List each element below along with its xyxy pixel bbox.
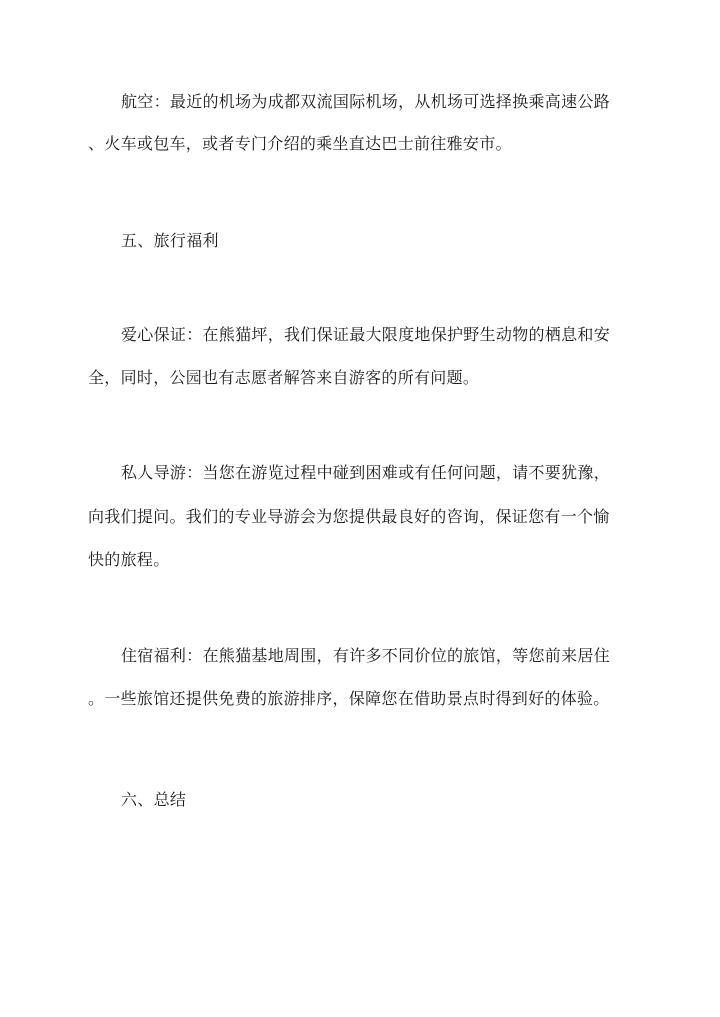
section-heading-travel-benefits: 五、旅行福利: [121, 231, 219, 250]
paragraph-air-line-2: 、火车或包车，或者专门介绍的乘坐直达巴士前往雅安市。: [88, 134, 512, 153]
paragraph-guide-line-3: 快的旅程。: [88, 550, 170, 569]
paragraph-care-line-1: 爱心保证：在熊猫坪，我们保证最大限度地保护野生动物的栖息和安: [121, 325, 611, 344]
paragraph-guide-line-2: 向我们提问。我们的专业导游会为您提供最良好的咨询，保证您有一个愉: [88, 507, 610, 526]
paragraph-air-line-1: 航空：最近的机场为成都双流国际机场，从机场可选择换乘高速公路: [121, 92, 611, 111]
paragraph-stay-line-1: 住宿福利：在熊猫基地周围，有许多不同价位的旅馆，等您前来居住: [121, 646, 611, 665]
paragraph-guide-line-1: 私人导游：当您在游览过程中碰到困难或有任何问题，请不要犹豫，: [121, 463, 611, 482]
section-heading-summary: 六、总结: [121, 790, 187, 809]
paragraph-care-line-2: 全，同时，公园也有志愿者解答来自游客的所有问题。: [88, 368, 480, 387]
paragraph-stay-line-2: 。一些旅馆还提供免费的旅游排序，保障您在借助景点时得到好的体验。: [88, 689, 610, 708]
